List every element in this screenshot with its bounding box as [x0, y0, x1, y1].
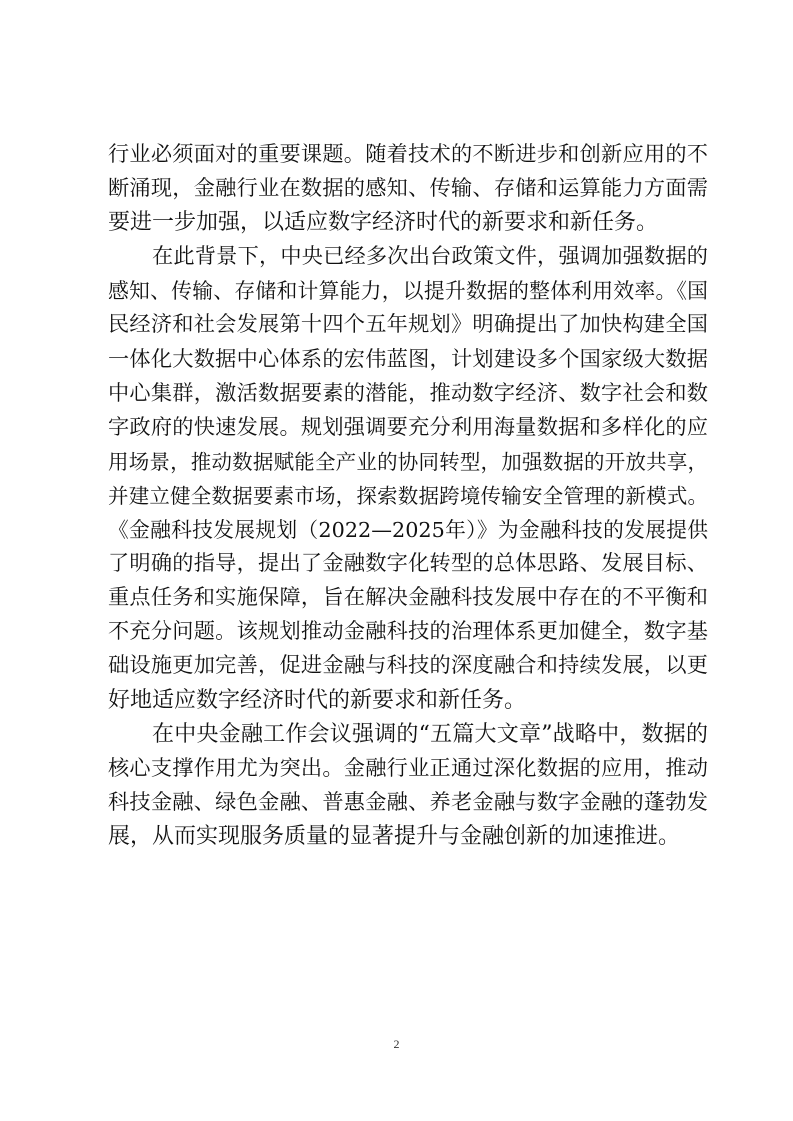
text-line: 好地适应数字经济时代的新要求和新任务。	[108, 687, 527, 713]
text-line: 并建立健全数据要素市场，探索数据跨境传输安全管理的新模式。	[108, 483, 708, 508]
text-line: 科技金融、绿色金融、普惠金融、养老金融与数字金融的蓬勃发	[108, 789, 708, 815]
text-line: 展，从而实现服务质量的显著提升与金融创新的加速推进。	[108, 823, 681, 849]
text-line: 断涌现，金融行业在数据的感知、传输、存储和运算能力方面需	[108, 176, 708, 202]
text-line: 核心支撑作用尤为突出。金融行业正通过深化数据的应用，推动	[108, 755, 708, 781]
text-line: 中心集群，激活数据要素的潜能，推动数字经济、数字社会和数	[108, 380, 708, 406]
text-line: 在此背景下，中央已经多次出台政策文件，强调加强数据的	[152, 244, 708, 270]
text-line: 要进一步加强，以适应数字经济时代的新要求和新任务。	[108, 210, 659, 236]
text-line: 在中央金融工作会议强调的“五篇大文章”战略中，数据的	[152, 721, 708, 747]
text-line: 一体化大数据中心体系的宏伟蓝图，计划建设多个国家级大数据	[108, 346, 708, 372]
text-line: 了明确的指导，提出了金融数字化转型的总体思路、发展目标、	[108, 551, 708, 577]
text-line: 感知、传输、存储和计算能力，以提升数据的整体利用效率。《国	[108, 279, 708, 304]
text-line: 础设施更加完善，促进金融与科技的深度融合和持续发展，以更	[108, 653, 708, 679]
text-line: 用场景，推动数据赋能全产业的协同转型，加强数据的开放共享，	[108, 449, 708, 474]
text-line: 字政府的快速发展。规划强调要充分利用海量数据和多样化的应	[108, 414, 708, 440]
text-line: 重点任务和实施保障，旨在解决金融科技发展中存在的不平衡和	[108, 585, 708, 611]
text-line: 行业必须面对的重要课题。随着技术的不断进步和创新应用的不	[108, 142, 708, 167]
page-number: 2	[393, 1037, 400, 1051]
body-text	[108, 138, 708, 854]
paragraph-1	[108, 138, 708, 240]
text-line: 民经济和社会发展第十四个五年规划》明确提出了加快构建全国	[108, 312, 708, 338]
text-line: 不充分问题。该规划推动金融科技的治理体系更加健全，数字基	[108, 619, 708, 645]
paragraph-3	[108, 718, 708, 854]
text-line: 《金融科技发展规划（2022—2025年）》为金融科技的发展提供	[108, 518, 708, 543]
paragraph-2	[108, 240, 708, 717]
